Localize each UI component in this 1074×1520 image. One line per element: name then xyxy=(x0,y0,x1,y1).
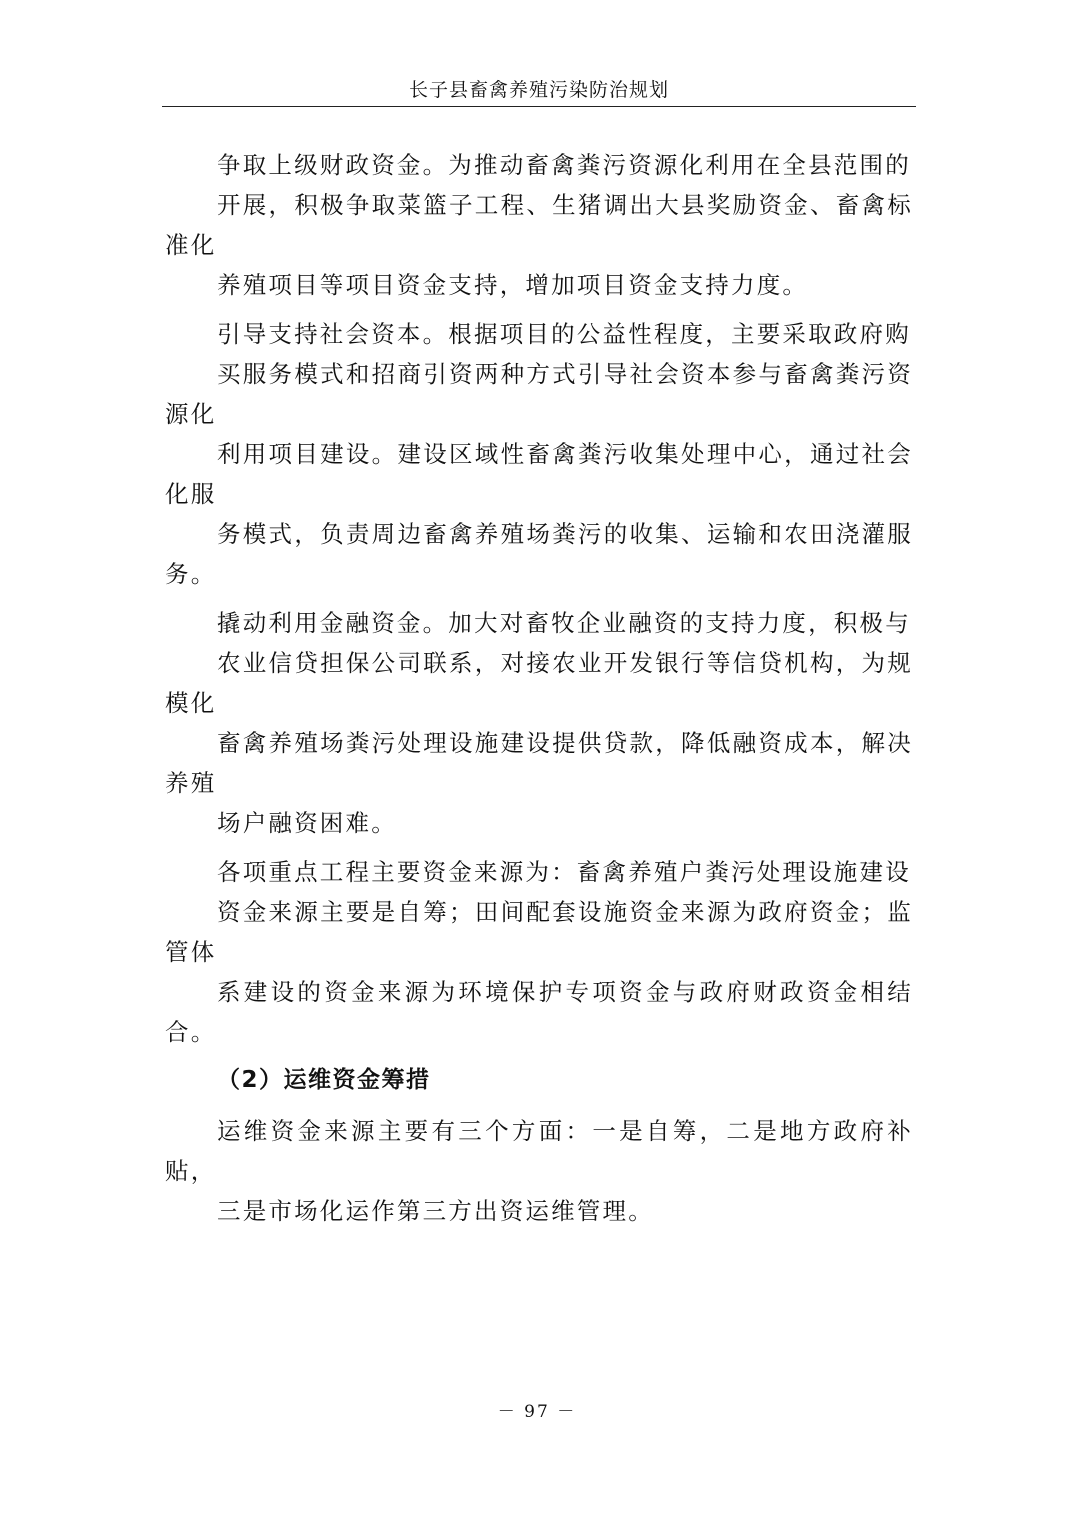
text-line: 资金来源主要是自筹；田间配套设施资金来源为政府资金；监管体 xyxy=(165,898,913,966)
paragraph-fiscal-funds xyxy=(165,140,913,309)
body-text xyxy=(165,140,913,1235)
section-subheading: （2）运维资金筹措 xyxy=(217,1067,431,1093)
running-header: 长子县畜禽养殖污染防治规划 xyxy=(408,79,669,101)
page-number: － 97 － xyxy=(497,1402,577,1422)
text-line: 引导支持社会资本。根据项目的公益性程度，主要采取政府购 xyxy=(217,320,911,348)
text-line: 三是市场化运作第三方出资运维管理。 xyxy=(217,1197,654,1225)
header-rule xyxy=(162,106,916,107)
text-line: 系建设的资金来源为环境保护专项资金与政府财政资金相结合。 xyxy=(165,978,913,1046)
text-line: 争取上级财政资金。为推动畜禽粪污资源化利用在全县范围的 xyxy=(217,151,911,179)
paragraph-financial-funds xyxy=(165,598,913,847)
text-line: 利用项目建设。建设区域性畜禽粪污收集处理中心，通过社会化服 xyxy=(165,440,913,508)
paragraph-operation-funds xyxy=(165,1106,913,1235)
text-line: 务模式，负责周边畜禽养殖场粪污的收集、运输和农田浇灌服务。 xyxy=(165,520,913,588)
text-line: 买服务模式和招商引资两种方式引导社会资本参与畜禽粪污资源化 xyxy=(165,360,913,428)
text-line: 运维资金来源主要有三个方面：一是自筹，二是地方政府补贴， xyxy=(165,1117,913,1185)
paragraph-funding-sources xyxy=(165,847,913,1056)
paragraph-social-capital xyxy=(165,309,913,598)
text-line: 撬动利用金融资金。加大对畜牧企业融资的支持力度，积极与 xyxy=(217,609,911,637)
text-line: 畜禽养殖场粪污处理设施建设提供贷款，降低融资成本，解决养殖 xyxy=(165,729,913,797)
text-line: 农业信贷担保公司联系，对接农业开发银行等信贷机构，为规模化 xyxy=(165,649,913,717)
text-line: 场户融资困难。 xyxy=(217,809,397,837)
text-line: 开展，积极争取菜篮子工程、生猪调出大县奖励资金、畜禽标准化 xyxy=(165,191,913,259)
text-line: 养殖项目等项目资金支持，增加项目资金支持力度。 xyxy=(217,271,809,299)
text-line: 各项重点工程主要资金来源为：畜禽养殖户粪污处理设施建设 xyxy=(217,858,911,886)
